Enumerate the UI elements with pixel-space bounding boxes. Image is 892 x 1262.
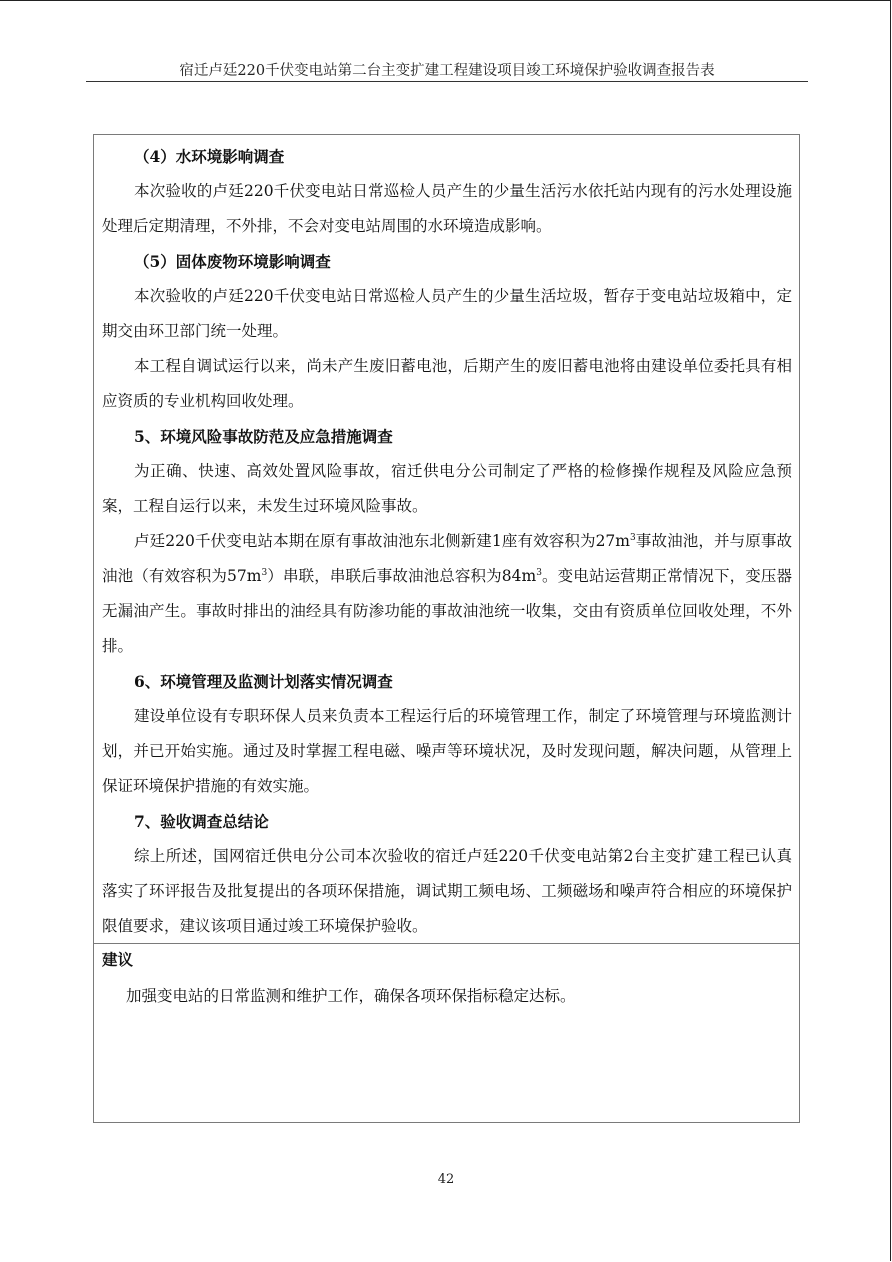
page-number: 42 (437, 1172, 455, 1187)
risk-text-2-part-3: ）串联，串联后事故油池总容积为84m (267, 567, 537, 585)
management-text: 建设单位设有专职环保人员来负责本工程运行后的环境管理工作，制定了环境管理与环境监测计划，并已开始实施。通过及时掌握工程电磁、噪声等环境状况，及时发现问题，解决问题，从管理上保证环境保护措施的有效实施。 (102, 707, 792, 795)
advice-heading: 建议 (102, 950, 134, 969)
risk-text-1: 为正确、快速、高效处置风险事故，宿迁供电分公司制定了严格的检修操作规程及风险应急预案，工程自运行以来，未发生过环境风险事故。 (102, 462, 792, 515)
cubic-exponent: 3 (630, 532, 636, 543)
risk-text-2-part-2: 事故油池，并与原事故油池（有效容积为57m (102, 532, 792, 585)
management-section-heading: 6、环境管理及监测计划落实情况调查 (134, 672, 393, 691)
solid-waste-text-2: 本工程自调试运行以来，尚未产生废旧蓄电池，后期产生的废旧蓄电池将由建设单位委托具有相应资质的专业机构回收处理。 (102, 357, 792, 410)
conclusion-section-heading: 7、验收调查总结论 (134, 812, 269, 831)
risk-section-heading: 5、环境风险事故防范及应急措施调查 (134, 427, 393, 446)
conclusion-text: 综上所述，国网宿迁供电分公司本次验收的宿迁卢廷220千伏变电站第2台主变扩建工程已认真落实了环评报告及批复提出的各项环保措施，调试期工频电场、工频磁场和噪声符合相应的环境保护限值要求，建议该项目通过竣工环境保护验收。 (102, 847, 792, 935)
risk-text-2-part-4: 。变电站运营期正常情况下，变压器无漏油产生。事故时排出的油经具有防渗功能的事故油池统一收集，交由有资质单位回收处理，不外排。 (102, 567, 792, 655)
solid-waste-text-1: 本次验收的卢廷220千伏变电站日常巡检人员产生的少量生活垃圾，暂存于变电站垃圾箱中，定期交由环卫部门统一处理。 (102, 287, 792, 340)
header-rule (86, 81, 808, 82)
table-row-divider (94, 943, 799, 944)
advice-text: 加强变电站的日常监测和维护工作，确保各项环保指标稳定达标。 (126, 987, 576, 1005)
water-section-heading: （4）水环境影响调查 (134, 147, 285, 166)
water-section-text: 本次验收的卢廷220千伏变电站日常巡检人员产生的少量生活污水依托站内现有的污水处理设施处理后定期清理，不外排，不会对变电站周围的水环境造成影响。 (102, 182, 792, 235)
report-table (93, 134, 800, 1123)
document-header-title: 宿迁卢廷220千伏变电站第二台主变扩建工程建设项目竣工环境保护验收调查报告表 (179, 63, 715, 79)
risk-text-2-part-1: 卢廷220千伏变电站本期在原有事故油池东北侧新建1座有效容积为27m (134, 532, 630, 550)
cubic-exponent: 3 (261, 567, 268, 578)
findings-cell (102, 139, 792, 944)
cubic-exponent: 3 (536, 567, 542, 578)
solid-waste-section-heading: （5）固体废物环境影响调查 (134, 252, 331, 271)
risk-text-2 (102, 524, 792, 664)
